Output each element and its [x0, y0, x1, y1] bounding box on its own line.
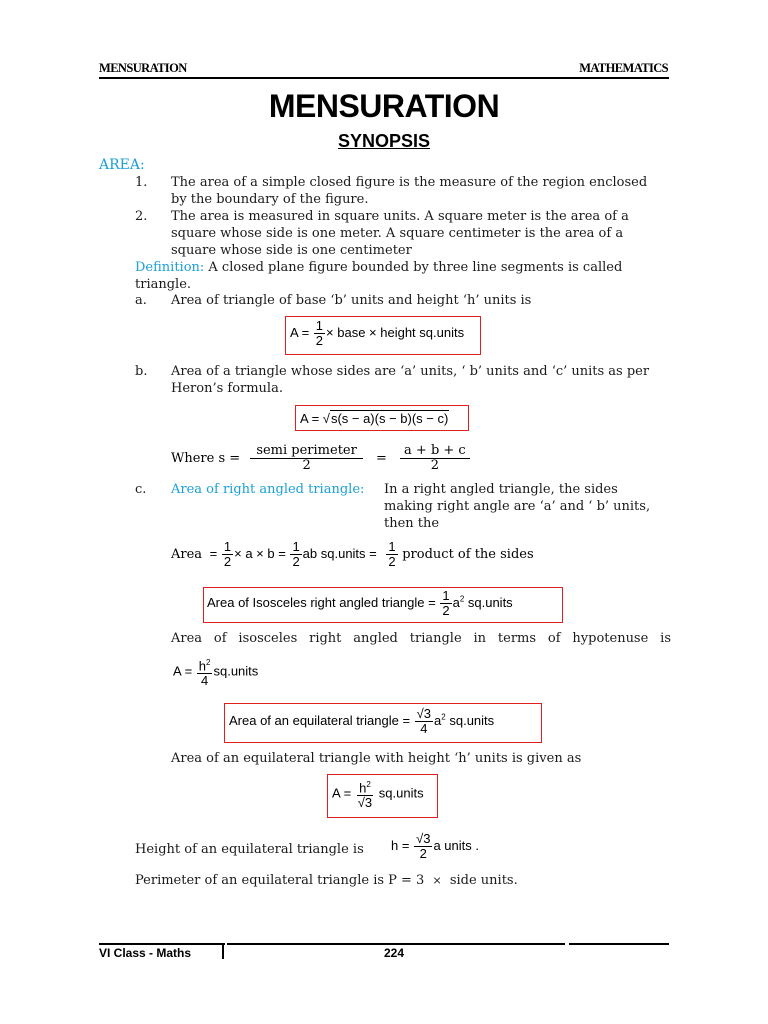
formula-text: Area of an equilateral triangle =	[229, 712, 411, 728]
fraction-denominator: 2	[292, 554, 300, 569]
fraction-denominator: 2	[302, 458, 311, 473]
fraction-denominator: 4	[420, 721, 428, 736]
formula-triangle-area	[290, 319, 464, 348]
item-b-number: b.	[135, 364, 148, 379]
definition-label: Definition:	[135, 260, 205, 275]
item-c-number: c.	[135, 482, 147, 497]
item-b-line1: Area of a triangle whose sides are ‘a’ units, ‘ b’ units and ‘c’ units as per	[171, 364, 650, 379]
period: .	[475, 837, 479, 853]
formula-equilateral	[229, 707, 494, 736]
point-2-number: 2.	[135, 209, 148, 224]
footer-rule-right	[569, 943, 669, 945]
perimeter-tail: side units.	[449, 873, 518, 888]
fraction-numerator: √3	[416, 706, 432, 721]
equi-height-text: Area of an equilateral triangle with height ‘h’ units is given as	[171, 751, 582, 766]
fraction-numerator: 1	[292, 539, 300, 554]
radical-sign: √	[322, 411, 330, 426]
formula-mid2: ab sq.units =	[302, 545, 377, 561]
fraction-numerator: √3	[416, 831, 431, 846]
fraction-h2-4	[197, 656, 213, 688]
item-b-text	[171, 363, 671, 397]
fraction-numerator: a + b + c	[400, 444, 470, 459]
formula-lhs: A =	[173, 663, 193, 679]
area-label: Area	[171, 546, 203, 562]
unit: sq.units	[375, 785, 424, 801]
formula-right-triangle	[171, 540, 534, 569]
fraction-denominator: 2	[223, 554, 232, 569]
perimeter-text: Perimeter of an equilateral triangle is P = 3	[135, 873, 425, 888]
fraction-numerator	[197, 656, 213, 674]
item-c-line1: In a right angled triangle, the sides	[384, 482, 618, 497]
fraction-h2-root3	[356, 778, 374, 810]
equals-sign: =	[375, 451, 387, 466]
page-title: MENSURATION	[268, 88, 500, 124]
point-2-line2: square whose side is one meter. A square centimeter is the area of a	[171, 226, 624, 241]
height-line-text: Height of an equilateral triangle is	[135, 842, 364, 857]
formula-tail: a units	[433, 837, 472, 853]
formula-height	[391, 832, 479, 861]
times-sign: ×	[432, 874, 442, 887]
formula-mid1: × a × b =	[234, 545, 286, 561]
formula-lhs: A =	[332, 785, 352, 801]
fraction-denominator: 2	[388, 554, 396, 569]
header-left: MENSURATION	[99, 61, 187, 75]
definition-text-line2: triangle.	[135, 277, 192, 292]
radicand: s(s − a)(s − b)(s − c)	[330, 411, 449, 426]
page-number: 224	[384, 946, 405, 960]
formula-tail: product of the sides	[402, 546, 534, 562]
header-right: MATHEMATICS	[579, 61, 668, 75]
fraction-numerator: semi perimeter	[250, 444, 363, 459]
formula-equilateral-h	[332, 778, 424, 810]
fraction-denominator: 2	[419, 846, 427, 861]
exponent: 2	[441, 712, 446, 722]
item-b-line2: Heron’s formula.	[171, 381, 283, 396]
item-a-number: a.	[135, 293, 147, 308]
fraction-half	[314, 319, 325, 348]
point-2-text	[171, 208, 671, 259]
variable-h: h	[359, 780, 367, 796]
unit: sq.units	[445, 712, 495, 728]
item-c-text	[384, 481, 674, 532]
perimeter-line	[135, 872, 518, 889]
formula-rest: × base × height sq.units	[326, 324, 465, 340]
formula-lhs: A =	[300, 411, 320, 426]
exponent: 2	[206, 658, 211, 667]
header-rule	[99, 77, 669, 79]
iso-hyp-text: Area of isosceles right angled triangle in terms of hypotenuse is	[171, 631, 671, 646]
page-subtitle: SYNOPSIS	[337, 131, 431, 151]
fraction-abc	[400, 444, 470, 473]
equals-sign: =	[209, 545, 218, 561]
formula-heron	[300, 410, 449, 426]
fraction-half	[222, 540, 233, 569]
where-s-label: Where s =	[171, 451, 241, 466]
fraction-denominator: 2	[442, 603, 450, 618]
formula-lhs: A =	[290, 324, 310, 340]
fraction-numerator: 1	[315, 318, 324, 333]
fraction-denominator: 2	[315, 333, 324, 348]
footer-class-label: VI Class - Maths	[99, 946, 192, 960]
fraction-half	[290, 540, 301, 569]
fraction-numerator: 1	[223, 539, 232, 554]
fraction-semi-perimeter	[250, 444, 363, 473]
point-1-number: 1.	[135, 175, 148, 190]
area-heading: AREA:	[99, 157, 145, 173]
item-c-label: Area of right angled triangle:	[171, 482, 365, 497]
exponent: 2	[459, 594, 465, 604]
definition	[135, 259, 671, 293]
footer-rule-left	[99, 943, 225, 945]
formula-text: Area of Isosceles right angled triangle =	[207, 594, 436, 610]
formula-isosceles	[207, 589, 513, 618]
item-a-text: Area of triangle of base ‘b’ units and height ‘h’ units is	[171, 293, 532, 308]
fraction-root3-4	[415, 707, 433, 736]
formula-lhs: h =	[391, 837, 410, 853]
footer-divider	[222, 943, 224, 959]
variable-h: h	[198, 658, 207, 674]
fraction-denominator: 2	[430, 458, 439, 473]
formula-iso-hyp	[173, 656, 258, 688]
point-1-line1: The area of a simple closed figure is the measure of the region enclosed	[171, 175, 648, 190]
definition-text: A closed plane figure bounded by three line segments is called	[204, 260, 623, 275]
fraction-root3-2	[414, 832, 432, 861]
unit: sq.units	[464, 594, 513, 610]
where-s-line	[171, 444, 471, 473]
variable-a: a	[434, 712, 442, 728]
fraction-denominator: 4	[201, 673, 209, 689]
footer-rule-mid	[227, 943, 565, 945]
fraction-half	[440, 589, 451, 618]
fraction-numerator: 1	[442, 588, 450, 603]
fraction-denominator: √3	[357, 795, 373, 811]
point-2-line3: square whose side is one centimeter	[171, 243, 412, 258]
fraction-numerator	[357, 778, 373, 796]
point-1-line2: by the boundary of the figure.	[171, 192, 369, 207]
unit: sq.units	[213, 663, 259, 679]
fraction-numerator: 1	[388, 539, 396, 554]
fraction-half	[386, 540, 397, 569]
point-1-text	[171, 174, 671, 208]
point-2-line1: The area is measured in square units. A square meter is the area of a	[171, 209, 629, 224]
item-c-line3: then the	[384, 516, 440, 531]
item-c-line2: making right angle are ‘a’ and ‘ b’ units,	[384, 499, 651, 514]
exponent: 2	[366, 780, 371, 789]
variable-a: a	[452, 594, 460, 610]
